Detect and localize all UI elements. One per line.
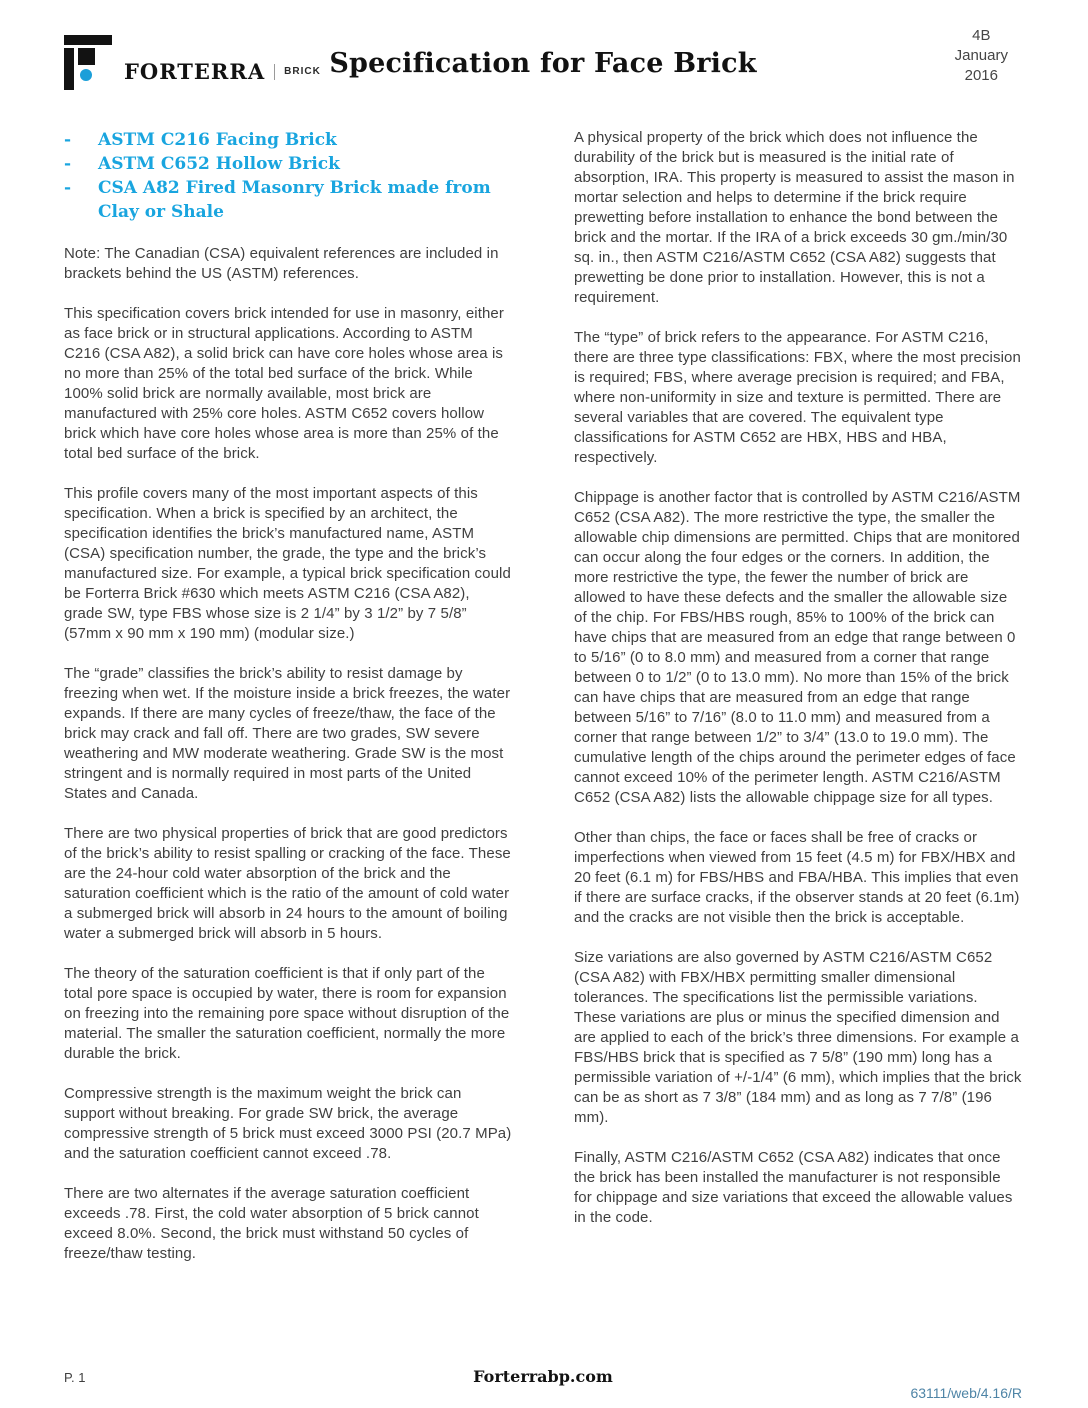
body-paragraph: The theory of the saturation coefficient is that if only part of the total pore space is occupied by water, there is room for expansion on freezing into the remaining pore space without disruption of the material. The smaller the saturation coefficient, normally the more durable the brick. (64, 965, 510, 1062)
list-item (64, 152, 512, 176)
reference-standard: ASTM C216 Facing Brick (98, 130, 337, 150)
bullet-dash: - (64, 178, 72, 198)
body-paragraph: There are two physical properties of brick that are good predictors of the brick’s ability to resist spalling or cracking of the face. These are the 24-hour cold water absorption of the brick and the saturation coefficient which is the ratio of the amount of cold water a submerged brick will absorb in 24 hours to the amount of boiling water a submerged brick will absorb in 5 hours. (64, 825, 511, 942)
left-column (64, 128, 512, 1284)
reference-standard: ASTM C652 Hollow Brick (98, 154, 340, 174)
brand-text (124, 59, 321, 90)
forterra-logo-icon (64, 35, 112, 90)
body-paragraph: Finally, ASTM C216/ASTM C652 (CSA A82) indicates that once the brick has been installed the manufacturer is not responsible for chippage and size variations that exceed the allowable values in the code. (574, 1149, 1013, 1226)
body-paragraph: This profile covers many of the most important aspects of this specification. When a brick is specified by an architect, the specification identifies the brick’s manufactured name, ASTM (CSA) specification number, the grade, the type and the brick’s manufactured size. For example, a typical brick specification could be Forterra Brick #630 which meets ASTM C216 (CSA A82), grade SW, type FBS whose size is 2 1/4” by 3 1/2” by 7 5/8” (57mm x 90 mm x 190 mm) (modular size.) (64, 485, 511, 642)
website-text: Forterrabp.com (473, 1367, 613, 1386)
doc-year: 2016 (964, 67, 998, 84)
page-number: P. 1 (64, 1370, 86, 1385)
document-header (64, 27, 1022, 90)
page-title: Specification for Face Brick (329, 48, 757, 79)
body-paragraph: The “grade” classifies the brick’s ability to resist damage by freezing when wet. If the moisture inside a brick freezes, the water expands. If there are many cycles of freeze/thaw, the face of the brick may crack and fall off. There are two grades, SW severe weathering and MW moderate weathering. Grade SW is the most stringent and is normally required in most parts of the United States and Canada. (64, 665, 511, 802)
note-paragraph: Note: The Canadian (CSA) equivalent references are included in brackets behind the US (ASTM) references. (64, 245, 499, 282)
reference-standard: CSA A82 Fired Masonry Brick made from Clay or Shale (98, 178, 491, 222)
document-meta (955, 26, 1022, 86)
list-item (64, 176, 512, 224)
body-paragraph: Chippage is another factor that is controlled by ASTM C216/ASTM C652 (CSA A82). The more restrictive the type, the smaller the allowable chip dimensions are permitted. Chips that are monitored can occur along the four edges or the corners. In addition, the more restrictive the type, the fewer the number of brick are allowed to have these defects and the smaller the allowable size of the chip. For FBS/HBS rough, 85% to 100% of the brick can have chips that are measured from an edge that range between 0 to 5/16” (0 to 8.0 mm) and measured from a corner that range between 0 to 1/2” (0 to 13.0 mm). No more than 15% of the brick can have chips that are measured from an edge that range between 5/16” to 7/16” (8.0 to 11.0 mm) and measured from a corner that range between 1/2” to 3/4” (13.0 to 19.0 mm). The cumulative length of the chips around the perimeter edges of face cannot exceed 10% of the perimeter length. ASTM C216/ASTM C652 (CSA A82) lists the allowable chippage size for all types. (574, 489, 1021, 806)
body-paragraph: Size variations are also governed by ASTM C216/ASTM C652 (CSA A82) with FBX/HBX permitting smaller dimensional tolerances. The specifications list the permissible variations. These variations are plus or minus the specified dimension and are applied to each of the brick’s three dimensions. For example a FBS/HBS brick that is specified as 7 5/8” (190 mm) long has a permissible variation of +/-1/4” (6 mm), which implies that the brick can be as short as 7 3/8” (184 mm) and as long as 7 7/8” (196 mm). (574, 949, 1022, 1126)
body-paragraph: A physical property of the brick which does not influence the durability of the brick but is measured is the initial rate of absorption, IRA. This property is measured to assist the mason in mortar selection and helps to determine if the brick require prewetting before installation to enhance the bond between the brick and the mortar. If the IRA of a brick exceeds 30 gm./min/30 sq. in., then ASTM C216/ASTM C652 (CSA A82) suggests that prewetting be done prior to installation. However, this is not a requirement. (574, 129, 1015, 306)
doc-month: January (954, 47, 1008, 64)
body-paragraph: Compressive strength is the maximum weight the brick can support without breaking. For grade SW brick, the average compressive strength of 5 brick must exceed 3000 PSI (20.7 MPa) and the saturation coefficient cannot exceed .78. (64, 1085, 512, 1162)
right-column (574, 128, 1022, 1284)
body-paragraph: Other than chips, the face or faces shall be free of cracks or imperfections when viewed from 15 feet (4.5 m) for FBX/HBX and 20 feet (6.1 m) for FBS/HBS and FBA/HBA. This implies that even if there are surface cracks, if the observer stands at 20 feet (6.1m) and the cracks are not visible then the brick is acceptable. (574, 829, 1020, 926)
reference-standards-list (64, 128, 512, 224)
list-item (64, 128, 512, 152)
body-paragraph: There are two alternates if the average saturation coefficient exceeds .78. First, the cold water absorption of 5 brick cannot exceed 8.0%. Second, the brick must withstand 50 cycles of freeze/thaw testing. (64, 1185, 479, 1262)
bullet-dash: - (64, 130, 72, 150)
logo-bar-top (64, 35, 112, 45)
body-paragraph: The “type” of brick refers to the appearance. For ASTM C216, there are three type classifications: FBX, where the most precision is required; FBS, where average precision is required; and FBA, where non-uniformity in size and texture is permitted. There are several variables that are covered. The equivalent type classifications for ASTM C652 are HBX, HBS and HBA, respectively. (574, 329, 1021, 466)
logo-bar-left (64, 48, 74, 90)
document-code: 63111/web/4.16/R (910, 1385, 1022, 1401)
brand-subtitle: BRICK (284, 66, 321, 77)
two-column-body (64, 128, 1022, 1284)
bullet-dash: - (64, 154, 72, 174)
body-paragraph: This specification covers brick intended for use in masonry, either as face brick or in structural applications. According to ASTM C216 (CSA A82), a solid brick can have core holes whose area is no more than 25% of the total bed surface of the brick. While 100% solid brick are normally available, most brick are manufactured with 25% core holes. ASTM C652 covers hollow brick which have core holes whose area is more than 25% of the total bed surface of the brick. (64, 305, 504, 462)
doc-code: 4B (972, 27, 991, 44)
brand (64, 35, 329, 90)
brand-name: FORTERRA (124, 59, 266, 84)
brand-divider (274, 64, 275, 80)
document-footer (64, 1367, 1022, 1401)
logo-blue-dot (80, 69, 92, 81)
logo-block-mid (78, 48, 95, 65)
